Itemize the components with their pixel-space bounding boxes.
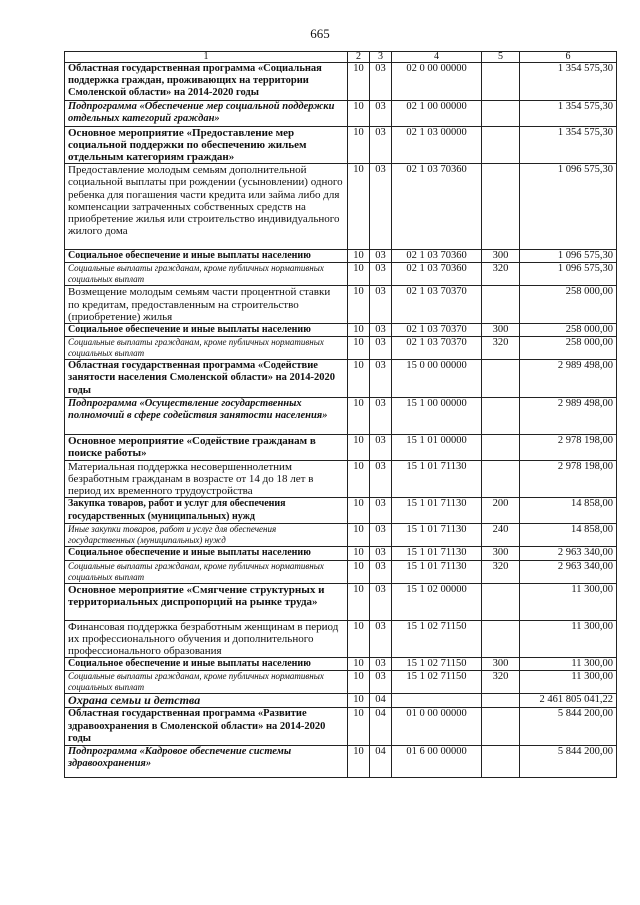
row-section-code: 10: [348, 286, 370, 324]
row-subsection-code: 03: [370, 434, 392, 460]
row-expense-type: 320: [482, 671, 520, 694]
row-expense-type: [482, 286, 520, 324]
row-amount: 11 300,00: [520, 583, 617, 620]
row-subsection-code: 03: [370, 360, 392, 398]
row-subsection-code: 03: [370, 337, 392, 360]
row-amount: 11 300,00: [520, 658, 617, 671]
row-name: Областная государственная программа «Социальная поддержка граждан, проживающих на территории Смоленской области» на 2014-2020 годы: [65, 63, 348, 101]
row-name: Основное мероприятие «Смягчение структурных и территориальных диспропорций на рынке труда»: [65, 583, 348, 620]
row-target-code: 15 1 01 00000: [392, 434, 482, 460]
row-name: Охрана семьи и детства: [65, 694, 348, 708]
row-target-code: 02 1 03 70370: [392, 324, 482, 337]
row-name: Подпрограмма «Обеспечение мер социальной поддержки отдельных категорий граждан»: [65, 100, 348, 126]
table-row: [65, 694, 617, 708]
row-amount: 11 300,00: [520, 671, 617, 694]
row-target-code: 15 1 02 71150: [392, 620, 482, 658]
row-target-code: 15 1 02 71150: [392, 671, 482, 694]
row-subsection-code: 03: [370, 460, 392, 498]
table-row: [65, 286, 617, 324]
row-expense-type: [482, 620, 520, 658]
row-section-code: 10: [348, 708, 370, 746]
table-row: [65, 746, 617, 778]
row-amount: 1 354 575,30: [520, 126, 617, 164]
row-name: Основное мероприятие «Содействие гражданам в поиске работы»: [65, 434, 348, 460]
row-name: Областная государственная программа «Развитие здравоохранения в Смоленской области» на 2014-2020 годы: [65, 708, 348, 746]
row-subsection-code: 03: [370, 524, 392, 547]
row-amount: 2 461 805 041,22: [520, 694, 617, 708]
row-target-code: 02 1 03 70370: [392, 337, 482, 360]
row-subsection-code: 03: [370, 63, 392, 101]
row-target-code: 02 1 03 70360: [392, 263, 482, 286]
row-expense-type: 300: [482, 658, 520, 671]
row-section-code: 10: [348, 63, 370, 101]
row-amount: 1 096 575,30: [520, 164, 617, 250]
row-amount: 2 989 498,00: [520, 397, 617, 434]
row-section-code: 10: [348, 126, 370, 164]
row-target-code: 01 6 00 00000: [392, 746, 482, 778]
row-subsection-code: 03: [370, 620, 392, 658]
row-expense-type: 320: [482, 263, 520, 286]
row-amount: 1 354 575,30: [520, 100, 617, 126]
row-target-code: [392, 694, 482, 708]
row-expense-type: [482, 583, 520, 620]
table-row: [65, 324, 617, 337]
table-row: [65, 498, 617, 524]
row-name: Социальные выплаты гражданам, кроме публичных нормативных социальных выплат: [65, 337, 348, 360]
row-target-code: 15 1 00 00000: [392, 397, 482, 434]
row-section-code: 10: [348, 337, 370, 360]
row-target-code: 02 1 03 70360: [392, 250, 482, 263]
row-amount: 2 963 340,00: [520, 560, 617, 583]
row-subsection-code: 03: [370, 286, 392, 324]
row-target-code: 02 1 03 70370: [392, 286, 482, 324]
row-section-code: 10: [348, 460, 370, 498]
row-expense-type: [482, 746, 520, 778]
row-target-code: 02 1 00 00000: [392, 100, 482, 126]
row-expense-type: [482, 397, 520, 434]
table-row: [65, 658, 617, 671]
row-amount: 1 354 575,30: [520, 63, 617, 101]
table-row: [65, 583, 617, 620]
row-section-code: 10: [348, 560, 370, 583]
row-amount: 1 096 575,30: [520, 263, 617, 286]
row-section-code: 10: [348, 694, 370, 708]
table-row: [65, 250, 617, 263]
row-target-code: 15 1 01 71130: [392, 524, 482, 547]
row-target-code: 02 1 03 00000: [392, 126, 482, 164]
row-name: Социальное обеспечение и иные выплаты населению: [65, 658, 348, 671]
table-body: [65, 63, 617, 778]
row-amount: 2 963 340,00: [520, 547, 617, 560]
row-amount: 5 844 200,00: [520, 708, 617, 746]
row-name: Материальная поддержка несовершеннолетним безработным гражданам в возрасте от 14 до 18 лет в период их временного трудоустройства: [65, 460, 348, 498]
row-section-code: 10: [348, 263, 370, 286]
row-section-code: 10: [348, 434, 370, 460]
row-expense-type: [482, 164, 520, 250]
row-expense-type: 300: [482, 324, 520, 337]
table-row: [65, 547, 617, 560]
table-row: [65, 524, 617, 547]
col-header-5: 5: [482, 52, 520, 63]
row-section-code: 10: [348, 100, 370, 126]
row-subsection-code: 03: [370, 100, 392, 126]
col-header-3: 3: [370, 52, 392, 63]
row-subsection-code: 03: [370, 547, 392, 560]
row-name: Подпрограмма «Осуществление государственных полномочий в сфере содействия занятости населения»: [65, 397, 348, 434]
col-header-4: 4: [392, 52, 482, 63]
row-subsection-code: 03: [370, 397, 392, 434]
row-subsection-code: 03: [370, 164, 392, 250]
row-name: Финансовая поддержка безработным женщинам в период их профессионального обучения и дополнительного профессионального образования: [65, 620, 348, 658]
row-expense-type: [482, 694, 520, 708]
row-amount: 2 978 198,00: [520, 434, 617, 460]
row-name: Социальное обеспечение и иные выплаты населению: [65, 250, 348, 263]
row-target-code: 02 1 03 70360: [392, 164, 482, 250]
page-number: 665: [310, 26, 330, 41]
table-row: [65, 460, 617, 498]
row-target-code: 15 1 02 71150: [392, 658, 482, 671]
row-section-code: 10: [348, 360, 370, 398]
budget-table: [64, 51, 617, 778]
row-expense-type: [482, 460, 520, 498]
row-target-code: 02 0 00 00000: [392, 63, 482, 101]
row-amount: 258 000,00: [520, 324, 617, 337]
row-name: Основное мероприятие «Предоставление мер социальной поддержки по обеспечению жильем отдельным категориям граждан»: [65, 126, 348, 164]
row-amount: 5 844 200,00: [520, 746, 617, 778]
row-amount: 2 978 198,00: [520, 460, 617, 498]
col-header-6: 6: [520, 52, 617, 63]
col-header-2: 2: [348, 52, 370, 63]
row-section-code: 10: [348, 547, 370, 560]
row-section-code: 10: [348, 164, 370, 250]
row-name: Социальное обеспечение и иные выплаты населению: [65, 324, 348, 337]
row-name: Социальные выплаты гражданам, кроме публичных нормативных социальных выплат: [65, 560, 348, 583]
table-row: [65, 620, 617, 658]
row-section-code: 10: [348, 671, 370, 694]
table-row: [65, 708, 617, 746]
row-expense-type: [482, 100, 520, 126]
row-expense-type: 300: [482, 250, 520, 263]
row-subsection-code: 04: [370, 694, 392, 708]
table-row: [65, 63, 617, 101]
column-number-header: [65, 52, 617, 63]
table-row: [65, 360, 617, 398]
row-target-code: 15 1 01 71130: [392, 547, 482, 560]
row-subsection-code: 04: [370, 708, 392, 746]
row-subsection-code: 03: [370, 560, 392, 583]
row-expense-type: [482, 360, 520, 398]
row-expense-type: [482, 63, 520, 101]
row-section-code: 10: [348, 583, 370, 620]
row-name: Социальные выплаты гражданам, кроме публичных нормативных социальных выплат: [65, 671, 348, 694]
row-name: Закупка товаров, работ и услуг для обеспечения государственных (муниципальных) нужд: [65, 498, 348, 524]
row-name: Подпрограмма «Кадровое обеспечение системы здравоохранения»: [65, 746, 348, 778]
row-section-code: 10: [348, 658, 370, 671]
row-name: Предоставление молодым семьям дополнительной социальной выплаты при рождении (усыновлении) одного ребенка для погашения части кредита или займа либо для компенсации затраченных собственных средств на приобретение жилья или строительство индивидуального жилого дома: [65, 164, 348, 250]
row-name: Социальное обеспечение и иные выплаты населению: [65, 547, 348, 560]
table-row: [65, 434, 617, 460]
row-section-code: 10: [348, 250, 370, 263]
row-amount: 14 858,00: [520, 524, 617, 547]
row-expense-type: 300: [482, 547, 520, 560]
row-section-code: 10: [348, 397, 370, 434]
row-subsection-code: 04: [370, 746, 392, 778]
row-expense-type: 240: [482, 524, 520, 547]
row-name: Социальные выплаты гражданам, кроме публичных нормативных социальных выплат: [65, 263, 348, 286]
row-amount: 258 000,00: [520, 286, 617, 324]
row-expense-type: 320: [482, 560, 520, 583]
col-header-1: 1: [65, 52, 348, 63]
row-section-code: 10: [348, 498, 370, 524]
row-amount: 2 989 498,00: [520, 360, 617, 398]
row-amount: 14 858,00: [520, 498, 617, 524]
table-row: [65, 397, 617, 434]
row-expense-type: [482, 708, 520, 746]
row-subsection-code: 03: [370, 671, 392, 694]
row-target-code: 15 1 01 71130: [392, 498, 482, 524]
row-expense-type: [482, 126, 520, 164]
row-subsection-code: 03: [370, 126, 392, 164]
table-row: [65, 560, 617, 583]
row-target-code: 01 0 00 00000: [392, 708, 482, 746]
row-subsection-code: 03: [370, 583, 392, 620]
row-section-code: 10: [348, 746, 370, 778]
table-row: [65, 263, 617, 286]
table-row: [65, 671, 617, 694]
row-expense-type: [482, 434, 520, 460]
table-row: [65, 100, 617, 126]
row-name: Областная государственная программа «Содействие занятости населения Смоленской области» на 2014-2020 годы: [65, 360, 348, 398]
row-target-code: 15 0 00 00000: [392, 360, 482, 398]
row-target-code: 15 1 01 71130: [392, 460, 482, 498]
row-subsection-code: 03: [370, 658, 392, 671]
row-amount: 11 300,00: [520, 620, 617, 658]
table-row: [65, 164, 617, 250]
row-subsection-code: 03: [370, 250, 392, 263]
row-expense-type: 320: [482, 337, 520, 360]
row-target-code: 15 1 02 00000: [392, 583, 482, 620]
row-subsection-code: 03: [370, 498, 392, 524]
row-target-code: 15 1 01 71130: [392, 560, 482, 583]
row-name: Возмещение молодым семьям части процентной ставки по кредитам, предоставленным на строительство (приобретение) жилья: [65, 286, 348, 324]
row-section-code: 10: [348, 324, 370, 337]
row-amount: 1 096 575,30: [520, 250, 617, 263]
row-amount: 258 000,00: [520, 337, 617, 360]
row-subsection-code: 03: [370, 263, 392, 286]
table-row: [65, 337, 617, 360]
row-subsection-code: 03: [370, 324, 392, 337]
row-expense-type: 200: [482, 498, 520, 524]
row-section-code: 10: [348, 620, 370, 658]
row-name: Иные закупки товаров, работ и услуг для обеспечения государственных (муниципальных) нужд: [65, 524, 348, 547]
row-section-code: 10: [348, 524, 370, 547]
table-row: [65, 126, 617, 164]
